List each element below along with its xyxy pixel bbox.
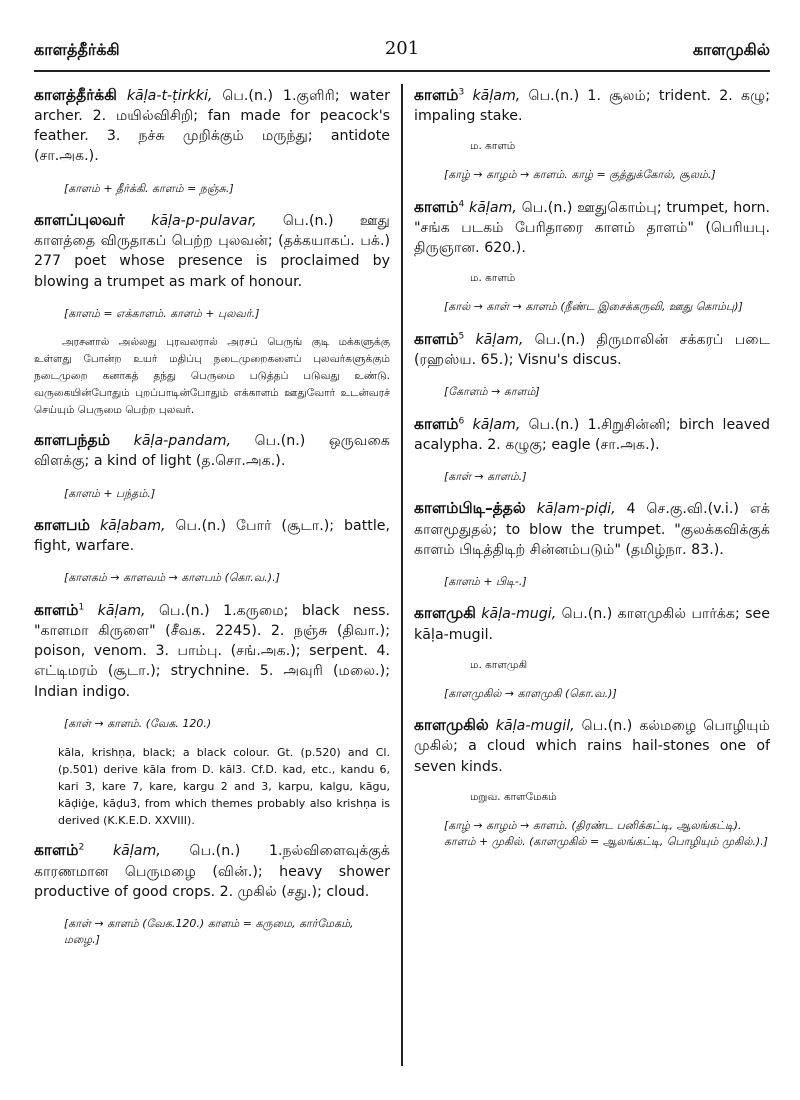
entry-etymology: [கால் → காள் → காளம் (நீண்ட இசைக்கருவி, ஊது கொம்பு)] (444, 300, 743, 314)
entry-transliteration: kāḷam, (475, 331, 524, 348)
dictionary-entry (414, 497, 770, 559)
entry-etymology: [காள் → காளம்.] (444, 469, 527, 483)
entry-cognate: மறுவ. காளமேகம் (470, 790, 557, 803)
entry-headword: காளமுகி (414, 604, 476, 623)
entry-headword: காளம் (414, 329, 459, 348)
entry-headword: காளம் (414, 86, 459, 104)
entry-etymology: [காள் → காளம் (வேக.120.) காளம் = கருமை, கார்மேகம், மழை.] (64, 916, 354, 947)
entry-headword: காளமுகில் (414, 716, 489, 735)
entry-definition: பெ.(n.) திருமாலின் சக்கரப் படை (ரஹஸ்ய. 65.); Visnu's discus. (414, 331, 770, 368)
entry-definition: பெ.(n.) காளமுகில் பார்க்க; see kāḷa-mugil. (414, 606, 770, 643)
entry-definition: பெ.(n.) 1.கருமை; black ness. "காளமா கிருளை" (சீவக. 2245). 2. நஞ்சு (திவா.); poison, venom. 3. பாம்பு. (சங்.அக.); serpent. 4. எட்டிமரம் (சூடா.); strychnine. 5. அவுரி (மலை.); Indian indigo. (34, 602, 390, 700)
dictionary-entry (34, 429, 390, 471)
entry-comparative-note: kāla, krishṇa, black; a black colour. Gt. (p.520) and Cl. (p.501) derive kāla from D. kāl3. Cf.D. kad, etc., kandu 6, kari 3, kare 7, kare, kargu 2 and 3, karpu, kalgu, kāgu, kāḍiġe, kāḍu3, from which themes probably also krishṇa is derived (K.K.E.D. XXVIII). (58, 746, 390, 828)
entry-cognate: ம. காளம் (470, 140, 516, 153)
entry-etymology: [காழ் → காழம் → காளம். (திரண்ட பனிக்கட்டி, ஆலங்கட்டி). காளம் + முகில். (காளமுகில் = ஆலங்கட்டி, பொழியும் முகில்.).] (444, 818, 768, 849)
entry-definition: பெ.(n.) ஊதுகொம்பு; trumpet, horn. "சங்க படகம் பேரிதாரை காளம் தாளம்" (பெரியபு. திருஞான. 620.). (414, 199, 770, 257)
entry-homograph-number: 3 (458, 87, 465, 98)
dictionary-entry (34, 514, 390, 556)
entry-note: அரசனால் அல்லது புரவலரால் அரசப் பெருங் குடி மக்களுக்கு உள்ளது போன்ற உயர் மதிப்பு நடைமுறைகளைப் புலவர்களுக்கும் நடைமுறை கனாகத் தந்து பெருமை படுத்தப் படுவது உண்டு. வருகையின்போதும் புறப்பாடின்போதும் எக்காளம் ஊதுவோர் உடன்வரச் செய்யும் பெருமை பெற்ற புலவர். (34, 336, 390, 417)
entry-definition: பெ.(n.) 1.குளிரி; water archer. 2. மயில்விசிறி; fan made for peacock's feather. 3. நச்சு முறிக்கும் மருந்து; antidote (சா.அக.). (34, 88, 390, 165)
dictionary-entry (34, 209, 390, 292)
right-column (414, 84, 770, 1072)
entry-etymology: [காளகம் → காளவம் → காளபம் (கொ.வ.).] (64, 571, 280, 585)
entry-definition: பெ.(n.) போர் (சூடா.); battle, fight, warfare. (34, 518, 390, 555)
entry-homograph-number: 5 (458, 331, 465, 342)
entry-headword: காளம் (414, 414, 459, 433)
dictionary-entry (414, 84, 770, 126)
entry-etymology: [காழ் → காழம் → காளம். காழ் = குத்துக்கோல், சூலம்.] (444, 168, 716, 182)
entry-homograph-number: 4 (458, 199, 465, 210)
entry-etymology: [காளமுகில் → காளமுகி (கொ.வ.)] (444, 686, 617, 700)
entry-definition: பெ.(n.) ஊது காளத்தை விருதாகப் பெற்ற புலவன்; (தக்கயாகப். பக்.) 277 poet whose presence is proclaimed by blowing a trumpet as mark of honour. (34, 213, 390, 290)
entry-transliteration: kāḷa-p-pulavar, (151, 213, 257, 230)
entry-transliteration: kāḷam, (97, 602, 146, 619)
entry-etymology: [கோளம் → காளம்] (444, 385, 540, 399)
entry-transliteration: kāḷam, (472, 88, 521, 104)
entry-headword: காளம் (34, 841, 79, 860)
entry-cognate: ம. காளமுகி (470, 658, 528, 671)
entry-etymology: [காளம் + பந்தம்.] (64, 486, 156, 500)
page-number: 201 (384, 38, 420, 59)
entry-definition: பெ.(n.) 1. சூலம்; trident. 2. கழு; impaling stake. (414, 88, 770, 125)
entry-definition: பெ.(n.) 1.சிறுசின்னி; birch leaved acalypha. 2. கழுகு; eagle (சா.அக.). (414, 416, 770, 453)
entry-headword: காளபம் (34, 516, 91, 535)
entry-transliteration: kāḷam, (112, 843, 161, 860)
entry-transliteration: kāḷa-t-ṭirkki, (126, 88, 213, 104)
entry-definition: பெ.(n.) கல்மழை பொழியும் முகில்; a cloud which rains hail-stones one of seven kinds. (414, 718, 770, 775)
dictionary-entry (414, 196, 770, 258)
entry-homograph-number: 2 (78, 842, 85, 853)
page-header (34, 36, 770, 72)
entry-transliteration: kāḷam, (472, 416, 521, 433)
entry-headword: காளபந்தம் (34, 431, 111, 450)
dictionary-entry (34, 599, 390, 702)
entry-transliteration: kāḷa-mugi, (481, 606, 557, 623)
entry-homograph-number: 1 (78, 602, 85, 613)
entry-etymology: [காளம் = எக்காளம். காளம் + புலவர்.] (64, 306, 260, 320)
entry-headword: காளம் (414, 197, 459, 216)
left-column (34, 84, 390, 1072)
entry-headword: காளத்தீர்க்கி (34, 86, 117, 104)
entry-definition: 4 செ.கு.வி.(v.i.) எக் காளமூதுதல்; to blow the trumpet. "குலக்கவிக்குக் காளம் பிடித்திடிற் சின்னம்படும்" (தமிழ்நா. 83.). (414, 501, 770, 558)
entry-headword: காளம்பிடி–த்தல் (414, 499, 526, 518)
header-guide-word-left: காளத்தீர்க்கி (34, 40, 120, 59)
dictionary-entry (414, 714, 770, 776)
dictionary-entry (414, 328, 770, 370)
header-guide-word-right: காளமுகில் (692, 40, 770, 59)
entry-cognate: ம. காளம் (470, 272, 516, 285)
entry-transliteration: kāḷabam, (99, 518, 166, 535)
entry-definition: பெ.(n.) 1.நல்விளைவுக்குக் காரணமான பெருமழை (வின்.); heavy shower productive of good crops. 2. முகில் (சது.); cloud. (34, 843, 390, 900)
entry-homograph-number: 6 (458, 415, 465, 426)
entry-etymology: [காள் → காளம். (வேக. 120.) (64, 716, 212, 730)
entry-transliteration: kāḷam, (469, 199, 517, 216)
entry-transliteration: kāḷam-piḍi, (536, 501, 616, 518)
entry-definition: பெ.(n.) ஒருவகை விளக்கு; a kind of light (த.சொ.அக.). (34, 433, 390, 470)
dictionary-entry (34, 84, 390, 167)
dictionary-entry (34, 839, 390, 901)
column-divider (401, 84, 403, 1066)
entry-headword: காளம் (34, 600, 79, 619)
entry-etymology: [காளம் + தீர்க்கி. காளம் = நஞ்சு.] (64, 181, 234, 195)
entry-etymology: [காளம் + பிடி-.] (444, 574, 527, 588)
entry-transliteration: kāḷa-mugil, (495, 718, 575, 735)
dictionary-entry (414, 602, 770, 644)
entry-transliteration: kāḷa-pandam, (133, 433, 232, 450)
entry-headword: காளப்புலவர் (34, 211, 125, 230)
dictionary-entry (414, 413, 770, 455)
